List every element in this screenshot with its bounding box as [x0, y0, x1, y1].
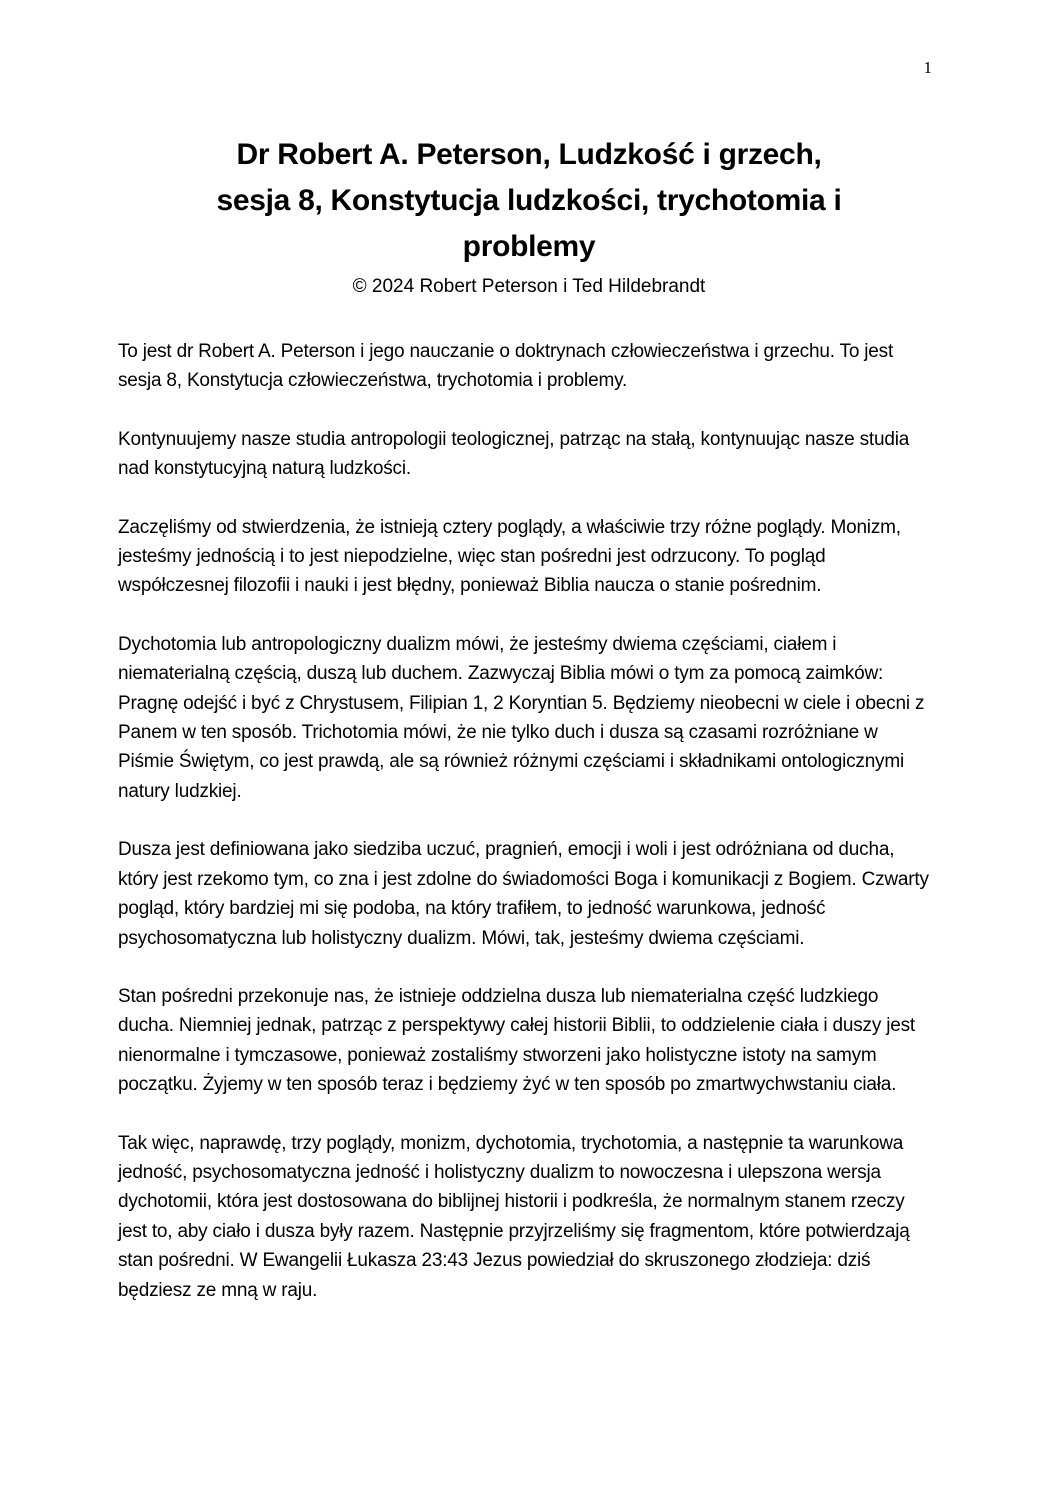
document-title: [0, 132, 1058, 270]
paragraph: Dychotomia lub antropologiczny dualizm mówi, że jesteśmy dwiema częściami, ciałem i niematerialną częścią, duszą lub duchem. Zazwyczaj Biblia mówi o tym za pomocą zaimków: Pragnę odejść i być z Chrystusem, Filipian 1, 2 Koryntian 5. Będziemy nieobecni w ciele i obecni z Panem w ten sposób. Trichotomia mówi, że nie tylko duch i dusza są czasami rozróżniane w Piśmie Świętym, co jest prawdą, ale są również różnymi częściami i składnikami ontologicznymi natury ludzkiej.: [118, 633, 925, 802]
paragraph: To jest dr Robert A. Peterson i jego nauczanie o doktrynach człowieczeństwa i grzechu. To jest sesja 8, Konstytucja człowieczeństwa, trychotomia i problemy.: [118, 341, 894, 392]
document-body: [118, 337, 930, 1305]
title-line-2: sesja 8, Konstytucja ludzkości, trychotomia i: [216, 184, 842, 217]
document-header: [0, 132, 1058, 300]
paragraph: Tak więc, naprawdę, trzy poglądy, monizm, dychotomia, trychotomia, a następnie ta warunkowa jedność, psychosomatyczna jedność i holistyczny dualizm to nowoczesna i ulepszona wersja dychotomii, która jest dostosowana do biblijnej historii i podkreśla, że normalnym stanem rzeczy jest to, aby ciało i dusza były razem. Następnie przyjrzeliśmy się fragmentom, które potwierdzają stan pośredni. W Ewangelii Łukasza 23:43 Jezus powiedział do skruszonego złodzieja: dziś będziesz ze mną w raju.: [118, 1132, 910, 1301]
paragraph: Stan pośredni przekonuje nas, że istnieje oddzielna dusza lub niematerialna część ludzkiego ducha. Niemniej jednak, patrząc z perspektywy całej historii Biblii, to oddzielenie ciała i duszy jest nienormalne i tymczasowe, ponieważ zostaliśmy stworzeni jako holistyczne istoty na samym początku. Żyjemy w ten sposób teraz i będziemy żyć w ten sposób po zmartwychwstaniu ciała.: [118, 985, 915, 1096]
paragraph: Zaczęliśmy od stwierdzenia, że istnieją cztery poglądy, a właściwie trzy różne poglądy. Monizm, jesteśmy jednością i to jest niepodzielne, więc stan pośredni jest odrzucony. To pogląd współczesnej filozofii i nauki i jest błędny, ponieważ Biblia naucza o stanie pośrednim.: [118, 516, 901, 597]
copyright-line: © 2024 Robert Peterson i Ted Hildebrandt: [352, 276, 706, 297]
title-line-1: Dr Robert A. Peterson, Ludzkość i grzech,: [236, 138, 822, 171]
title-line-3: problemy: [462, 230, 596, 263]
paragraph: Dusza jest definiowana jako siedziba uczuć, pragnień, emocji i woli i jest odróżniana od ducha, który jest rzekomo tym, co zna i jest zdolne do świadomości Boga i komunikacji z Bogiem. Czwarty pogląd, który bardziej mi się podoba, na który trafiłem, to jedność warunkowa, jedność psychosomatyczna lub holistyczny dualizm. Mówi, tak, jesteśmy dwiema częściami.: [118, 839, 929, 949]
paragraph: Kontynuujemy nasze studia antropologii teologicznej, patrząc na stałą, kontynuując nasze studia nad konstytucyjną naturą ludzkości.: [118, 428, 910, 480]
page-number: 1: [923, 58, 932, 77]
